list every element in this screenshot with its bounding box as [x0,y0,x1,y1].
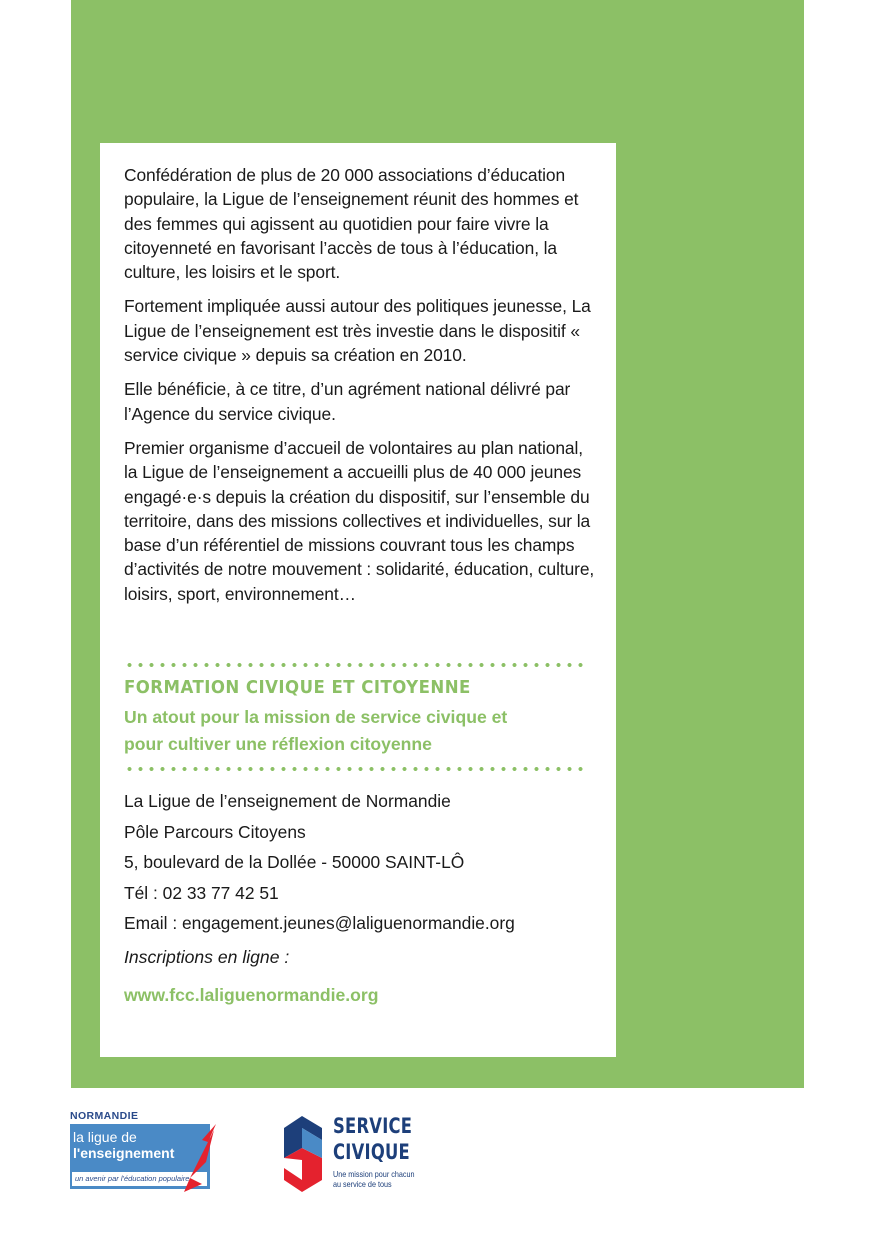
contact-pole: Pôle Parcours Citoyens [124,821,306,842]
contact-email[interactable]: Email : engagement.jeunes@laliguenormandie.org [124,913,515,933]
content-card [100,143,616,1057]
dotted-divider-bottom [124,767,586,771]
ligue-enseignement-logo [70,1110,220,1194]
red-arrow-icon [180,1122,220,1194]
contact-address: 5, boulevard de la Dollée - 50000 SAINT-LÔ [124,852,465,872]
contact-block [124,789,604,942]
service-civique-word-civique: CIVIQUE [333,1140,410,1164]
ligue-region-label: NORMANDIE [70,1110,139,1122]
service-civique-logo [278,1110,448,1196]
formation-subtitle [124,704,604,758]
intro-paragraph: Elle bénéficie, à ce titre, d’un agrément national délivré par l’Agence du service civique. [124,379,571,424]
intro-paragraph: Premier organisme d’accueil de volontaires au plan national, la Ligue de l’enseignement a accueilli plus de 40 000 jeunes engagé·e·s depuis la création du dispositif, sur l’ensemble du territoire, dans des missions collectives et individuelles, sur la base d’un référentiel de missions couvrant tous les champs d’activités de notre mouvement : solidarité, éducation, culture, loisirs, sport, environnement… [124,437,595,604]
service-civique-word-service: SERVICE [333,1114,413,1138]
dotted-divider-top [124,663,586,667]
formation-title: FORMATION CIVIQUE ET CITOYENNE [124,677,471,698]
service-civique-symbol-icon [278,1112,328,1196]
website-link[interactable]: www.fcc.laliguenormandie.org [124,985,379,1005]
intro-text [124,163,600,616]
contact-phone: Tél : 02 33 77 42 51 [124,882,279,903]
service-civique-tagline-line: Une mission pour chacun [333,1169,415,1179]
ligue-name-line1: la ligue de [73,1129,137,1145]
ligue-tagline: un avenir par l'éducation populaire [71,1171,208,1187]
ligue-name-line2: l'enseignement [73,1145,175,1161]
intro-paragraph: Fortement impliquée aussi autour des politiques jeunesse, La Ligue de l’enseignement est très investie dans le dispositif « service civique » depuis sa création en 2010. [124,296,591,366]
service-civique-tagline-line: au service de tous [333,1179,392,1189]
contact-org: La Ligue de l’enseignement de Normandie [124,791,451,811]
formation-subtitle-line: Un atout pour la mission de service civique et [124,707,508,727]
inscriptions-label: Inscriptions en ligne : [124,947,290,967]
formation-subtitle-line: pour cultiver une réflexion citoyenne [124,734,432,754]
service-civique-tagline [333,1169,415,1189]
intro-paragraph: Confédération de plus de 20 000 associations d’éducation populaire, la Ligue de l’enseignement réunit des hommes et des femmes qui agissent au quotidien pour faire vivre la citoyenneté en favorisant l’accès de tous à l’éducation, la culture, les loisirs et le sport. [124,165,579,283]
